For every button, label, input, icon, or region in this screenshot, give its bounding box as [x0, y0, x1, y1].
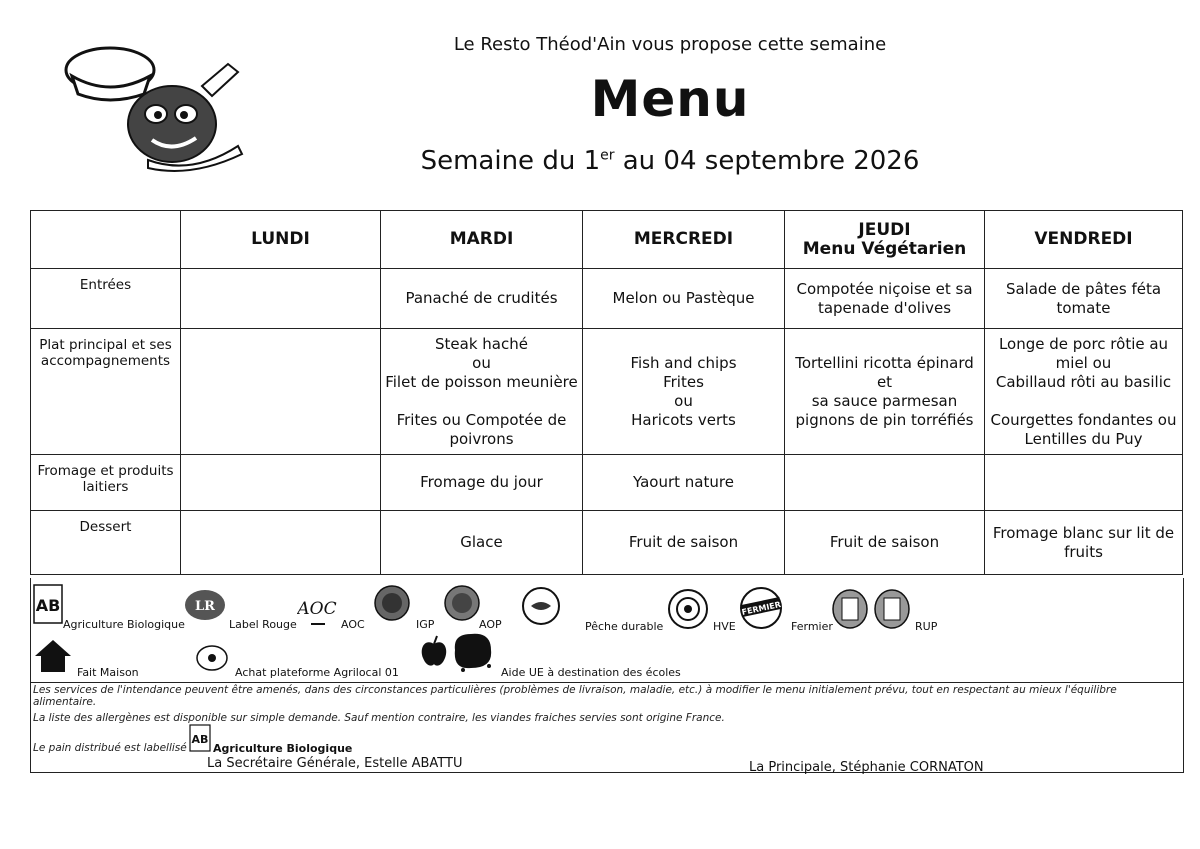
fermier-stamp-icon [737, 586, 785, 630]
legend-aide-ue: Aide UE à destination des écoles [501, 666, 681, 679]
igp-seal-icon [373, 584, 411, 622]
rup-badge-1-icon [831, 588, 869, 630]
aide-ue-blob-icon [449, 630, 495, 672]
legend-aop: AOP [479, 618, 502, 631]
row-label-fromage: Fromage et produits laitiers [31, 455, 181, 511]
peche-durable-seal-icon [521, 586, 561, 626]
bread-note: Le pain distribué est labellisé [33, 742, 187, 754]
legend-igp: IGP [416, 618, 435, 631]
aoc-icon [297, 584, 339, 628]
legend-aoc: AOC [341, 618, 365, 631]
menu-cell: Fish and chips Frites ou Haricots verts [583, 329, 785, 455]
svg-text:LR: LR [195, 599, 215, 614]
menu-cell: Compotée niçoise et sa tapenade d'olives [785, 269, 985, 329]
menu-cell: Fromage du jour [381, 455, 583, 511]
legend-rup: RUP [915, 620, 938, 633]
week-sup: er [600, 147, 615, 164]
svg-text:AB: AB [191, 733, 209, 746]
day-header-vendredi: VENDREDI [985, 211, 1183, 269]
rup-badge-2-icon [873, 588, 911, 630]
svg-text:AOC: AOC [297, 599, 337, 619]
menu-cell [785, 455, 985, 511]
menu-cell: Steak haché ou Filet de poisson meunière Frites ou Compotée de poivrons [381, 329, 583, 455]
svg-text:FERMIER: FERMIER [740, 599, 782, 617]
menu-cell: Glace [381, 511, 583, 575]
legend-fait-maison: Fait Maison [77, 666, 139, 679]
menu-cell: Longe de porc rôtie au miel ou Cabillaud rôti au basilic Courgettes fondantes ou Lentilles du Puy [985, 329, 1183, 455]
legend-hve: HVE [713, 620, 736, 633]
legend-peche: Pêche durable [585, 620, 664, 633]
menu-cell: Salade de pâtes féta tomate [985, 269, 1183, 329]
agrilocal-icon [195, 644, 229, 672]
jeudi-subtitle: Menu Végétarien [802, 238, 967, 259]
legend-footer [30, 578, 1184, 773]
table-row [31, 455, 1183, 511]
legend-agrilocal: Achat plateforme Agrilocal 01 [235, 666, 399, 679]
week-prefix: Semaine du 1 [420, 146, 601, 176]
page-title: Menu [590, 70, 750, 128]
menu-cell [985, 455, 1183, 511]
header-empty-cell [31, 211, 181, 269]
day-header-mercredi: MERCREDI [583, 211, 785, 269]
legend-label-rouge: Label Rouge [229, 618, 297, 631]
row-label-dessert: Dessert [31, 511, 181, 575]
menu-cell: Panaché de crudités [381, 269, 583, 329]
note-line-2: alimentaire. [33, 696, 97, 708]
note-line-3: La liste des allergènes est disponible sur simple demande. Sauf mention contraire, les viandes fraiches servies sont origine France. [33, 712, 725, 724]
restaurant-subtitle: Le Resto Théod'Ain vous propose cette semaine [453, 34, 887, 55]
table-row [31, 269, 1183, 329]
apple-icon [417, 634, 451, 670]
menu-cell: Fromage blanc sur lit de fruits [985, 511, 1183, 575]
ab-bio-logo-icon [33, 584, 63, 624]
day-header-row [31, 211, 1183, 269]
svg-text:AB: AB [35, 596, 61, 615]
bread-label: Agriculture Biologique [213, 742, 353, 755]
menu-cell: Melon ou Pastèque [583, 269, 785, 329]
row-label-plat: Plat principal et ses accompagnements [31, 329, 181, 455]
row-label-entrees: Entrées [31, 269, 181, 329]
menu-cell [181, 455, 381, 511]
day-header-lundi: LUNDI [181, 211, 381, 269]
house-icon [33, 638, 73, 674]
legend-fermier: Fermier [791, 620, 833, 633]
day-header-jeudi: JEUDI Menu Végétarien [785, 211, 985, 269]
menu-cell: Fruit de saison [583, 511, 785, 575]
signature-principal: La Principale, Stéphanie CORNATON [749, 760, 984, 775]
note-line-1: Les services de l'intendance peuvent être amenés, dans des circonstances particulières (problèmes de livraison, maladie, etc.) à modifier le menu initialement prévu, tout en respectant au mieux l'équilibre [33, 684, 1117, 696]
menu-cell [181, 511, 381, 575]
table-row [31, 511, 1183, 575]
hve-seal-icon [667, 588, 709, 630]
table-row [31, 329, 1183, 455]
menu-cell: Tortellini ricotta épinard et sa sauce parmesan pignons de pin torréfiés [785, 329, 985, 455]
menu-cell: Yaourt nature [583, 455, 785, 511]
chef-illustration [52, 36, 252, 176]
menu-cell [181, 329, 381, 455]
legend-bio: Agriculture Biologique [63, 618, 185, 631]
signature-secretary: La Secrétaire Générale, Estelle ABATTU [207, 756, 463, 771]
label-rouge-icon [183, 588, 227, 622]
day-header-mardi: MARDI [381, 211, 583, 269]
week-range [380, 146, 960, 176]
ab-bio-small-icon [189, 724, 211, 752]
divider [31, 682, 1183, 683]
menu-cell: Fruit de saison [785, 511, 985, 575]
week-suffix: au 04 septembre 2026 [614, 146, 920, 176]
menu-cell [181, 269, 381, 329]
menu-table [30, 210, 1183, 575]
aop-seal-icon [443, 584, 481, 622]
